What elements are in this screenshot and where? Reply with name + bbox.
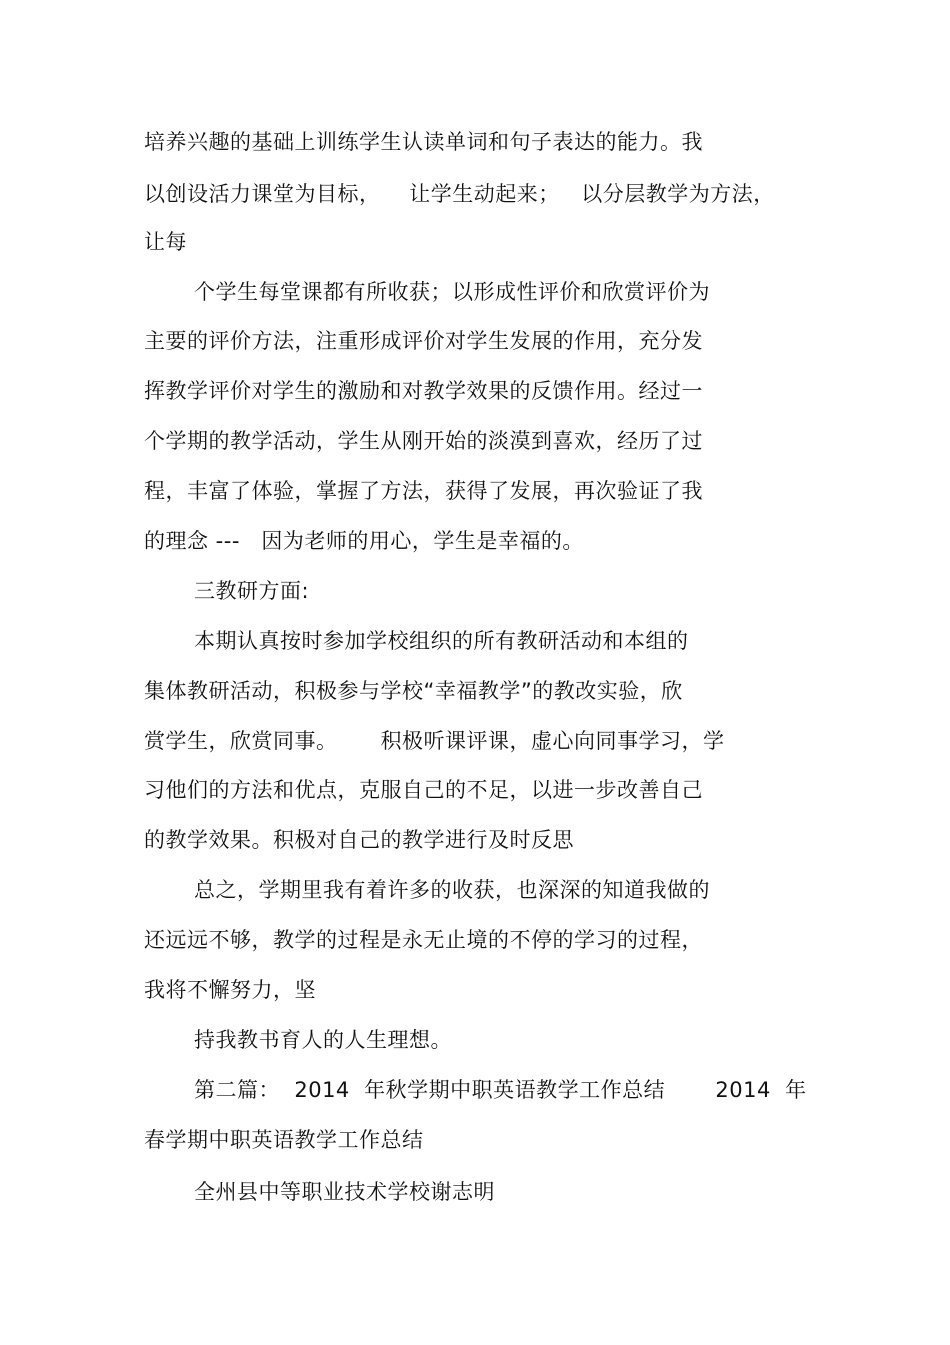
text-line-15: 的教学效果。积极对自己的教学进行及时反思 xyxy=(144,828,574,852)
article-title-line-1: 第二篇： 2014 年秋学期中职英语教学工作总结 2014 年 xyxy=(194,1078,807,1102)
text-line-16: 总之，学期里我有着许多的收获，也深深的知道我做的 xyxy=(194,878,710,902)
article-title-line-2: 春学期中职英语教学工作总结 xyxy=(144,1128,424,1152)
text-line-2: 以创设活力课堂为目标， 让学生动起来； 以分层教学为方法， xyxy=(144,182,775,206)
text-line-8: 程，丰富了体验，掌握了方法，获得了发展，再次验证了我 xyxy=(144,479,703,503)
text-line-17: 还远远不够，教学的过程是永无止境的不停的学习的过程， xyxy=(144,928,703,952)
text-line-18: 我将不懈努力，坚 xyxy=(144,978,316,1002)
text-line-4: 个学生每堂课都有所收获；以形成性评价和欣赏评价为 xyxy=(194,280,710,304)
text-line-11: 本期认真按时参加学校组织的所有教研活动和本组的 xyxy=(194,629,689,653)
text-line-12: 集体教研活动，积极参与学校“幸福教学”的教改实验，欣 xyxy=(144,679,683,703)
section-heading: 三教研方面: xyxy=(194,579,310,603)
text-line-3: 让每 xyxy=(144,230,187,254)
author-line: 全州县中等职业技术学校谢志明 xyxy=(194,1180,495,1204)
text-line-13: 赏学生，欣赏同事。 积极听课评课，虚心向同事学习，学 xyxy=(144,729,725,753)
text-line-5: 主要的评价方法，注重形成评价对学生发展的作用，充分发 xyxy=(144,329,703,353)
text-line-6: 挥教学评价对学生的激励和对教学效果的反馈作用。经过一 xyxy=(144,379,703,403)
text-line-19: 持我教书育人的人生理想。 xyxy=(194,1028,452,1052)
text-line-1: 培养兴趣的基础上训练学生认读单词和句子表达的能力。我 xyxy=(144,130,703,154)
text-line-9: 的理念 --- 因为老师的用心，学生是幸福的。 xyxy=(144,529,584,553)
text-line-14: 习他们的方法和优点，克服自己的不足，以进一步改善自己 xyxy=(144,778,703,802)
text-line-7: 个学期的教学活动，学生从刚开始的淡漠到喜欢，经历了过 xyxy=(144,429,703,453)
